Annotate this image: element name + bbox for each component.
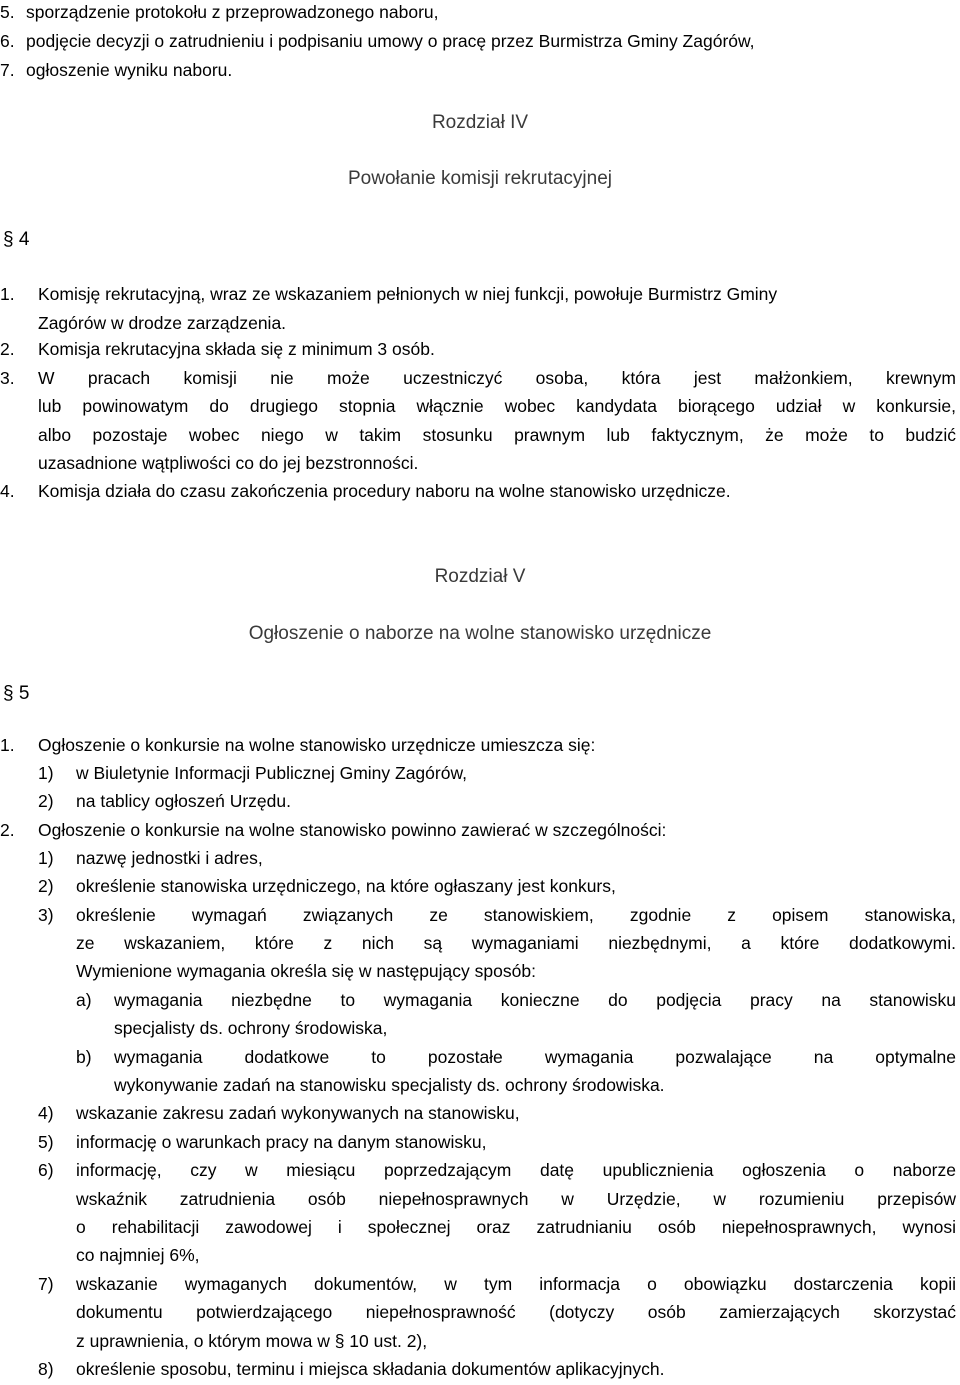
chapter-heading: Rozdział IV: [431, 112, 529, 133]
paragraph-line: Ogłoszenie o konkursie na wolne stanowisko urzędnicze umieszcza się:: [38, 735, 596, 755]
paragraph-line: Komisję rekrutacyjną, wraz ze wskazaniem pełnionych w niej funkcji, powołuje Burmistrz Gminy: [38, 284, 778, 304]
list-number: 5.: [0, 2, 15, 22]
list-number: b): [76, 1047, 92, 1067]
list-number: a): [76, 990, 92, 1010]
paragraph-line: Komisja działa do czasu zakończenia procedury naboru na wolne stanowisko urzędnicze.: [38, 481, 731, 501]
paragraph-line: Komisja rekrutacyjna składa się z minimum 3 osób.: [38, 339, 435, 359]
list-number: 1.: [0, 735, 15, 755]
paragraph-line: lub powinowatym do drugiego stopnia włącznie wobec kandydata biorącego udział w konkursie,: [38, 396, 956, 416]
list-item-text: Wymienione wymagania określa się w następujący sposób:: [76, 961, 536, 981]
list-item-text: określenie wymagań związanych ze stanowiskiem, zgodnie z opisem stanowiska,: [76, 905, 956, 925]
list-item-text: wskaźnik zatrudnienia osób niepełnosprawnych w Urzędzie, w rozumieniu przepisów: [76, 1189, 956, 1209]
list-item-text: wykonywanie zadań na stanowisku specjalisty ds. ochrony środowiska.: [114, 1075, 665, 1095]
list-number: 1.: [0, 284, 15, 304]
list-number: 2): [38, 791, 54, 811]
list-item-text: ogłoszenie wyniku naboru.: [26, 60, 233, 80]
list-number: 1): [38, 763, 54, 783]
list-number: 4): [38, 1103, 54, 1123]
list-number: 4.: [0, 481, 15, 501]
list-item-text: informację o warunkach pracy na danym stanowisku,: [76, 1132, 487, 1152]
list-number: 6): [38, 1160, 54, 1180]
list-number: 3.: [0, 368, 15, 388]
list-number: 6.: [0, 31, 15, 51]
list-item-text: informację, czy w miesiącu poprzedzającym datę upublicznienia ogłoszenia o naborze: [76, 1160, 956, 1180]
list-number: 3): [38, 905, 54, 925]
list-number: 2.: [0, 339, 15, 359]
list-item-text: dokumentu potwierdzającego niepełnosprawność (dotyczy osób zamierzających skorzystać: [76, 1302, 956, 1322]
list-number: 7.: [0, 60, 15, 80]
list-number: 8): [38, 1359, 54, 1379]
paragraph-line: albo pozostaje wobec niego w takim stosunku prawnym lub faktycznym, że może to budzić: [38, 425, 956, 445]
list-number: 2): [38, 876, 54, 896]
chapter-heading: Rozdział V: [434, 566, 526, 587]
list-item-text: w Biuletynie Informacji Publicznej Gminy Zagórów,: [76, 763, 467, 783]
list-item-text: określenie sposobu, terminu i miejsca składania dokumentów aplikacyjnych.: [76, 1359, 665, 1379]
list-item-text: z uprawnienia, o którym mowa w § 10 ust. 2),: [76, 1331, 428, 1351]
list-item-text: sporządzenie protokołu z przeprowadzonego naboru,: [26, 2, 439, 22]
list-item-text: ze wskazaniem, które z nich są wymaganiami niezbędnymi, a które dodatkowymi.: [76, 933, 956, 953]
section-mark: § 4: [3, 229, 30, 250]
paragraph-line: W pracach komisji nie może uczestniczyć osoba, która jest małżonkiem, krewnym: [38, 368, 956, 388]
list-item-text: wskazanie wymaganych dokumentów, w tym informacja o obowiązku dostarczenia kopii: [76, 1274, 956, 1294]
list-item-text: wymagania dodatkowe to pozostałe wymagania pozwalające na optymalne: [114, 1047, 956, 1067]
list-number: 2.: [0, 820, 15, 840]
chapter-subheading: Powołanie komisji rekrutacyjnej: [348, 168, 612, 189]
list-item-text: nazwę jednostki i adres,: [76, 848, 263, 868]
list-item-text: wskazanie zakresu zadań wykonywanych na stanowisku,: [76, 1103, 520, 1123]
list-item-text: o rehabilitacji zawodowej i społecznej oraz zatrudnianiu osób niepełnosprawnych, wynosi: [76, 1217, 956, 1237]
paragraph-line: Zagórów w drodze zarządzenia.: [38, 313, 287, 333]
section-mark: § 5: [3, 683, 30, 704]
list-item-text: określenie stanowiska urzędniczego, na które ogłaszany jest konkurs,: [76, 876, 616, 896]
chapter-subheading: Ogłoszenie o naborze na wolne stanowisko urzędnicze: [248, 623, 712, 644]
list-number: 1): [38, 848, 54, 868]
list-number: 7): [38, 1274, 54, 1294]
paragraph-line: Ogłoszenie o konkursie na wolne stanowisko powinno zawierać w szczególności:: [38, 820, 667, 840]
paragraph-line: uzasadnione wątpliwości co do jej bezstronności.: [38, 453, 419, 473]
list-item-text: na tablicy ogłoszeń Urzędu.: [76, 791, 291, 811]
list-number: 5): [38, 1132, 54, 1152]
list-item-text: wymagania niezbędne to wymagania konieczne do podjęcia pracy na stanowisku: [114, 990, 956, 1010]
list-item-text: specjalisty ds. ochrony środowiska,: [114, 1018, 388, 1038]
list-item-text: co najmniej 6%,: [76, 1245, 200, 1265]
list-item-text: podjęcie decyzji o zatrudnieniu i podpisaniu umowy o pracę przez Burmistrza Gminy Zagórów,: [26, 31, 755, 51]
